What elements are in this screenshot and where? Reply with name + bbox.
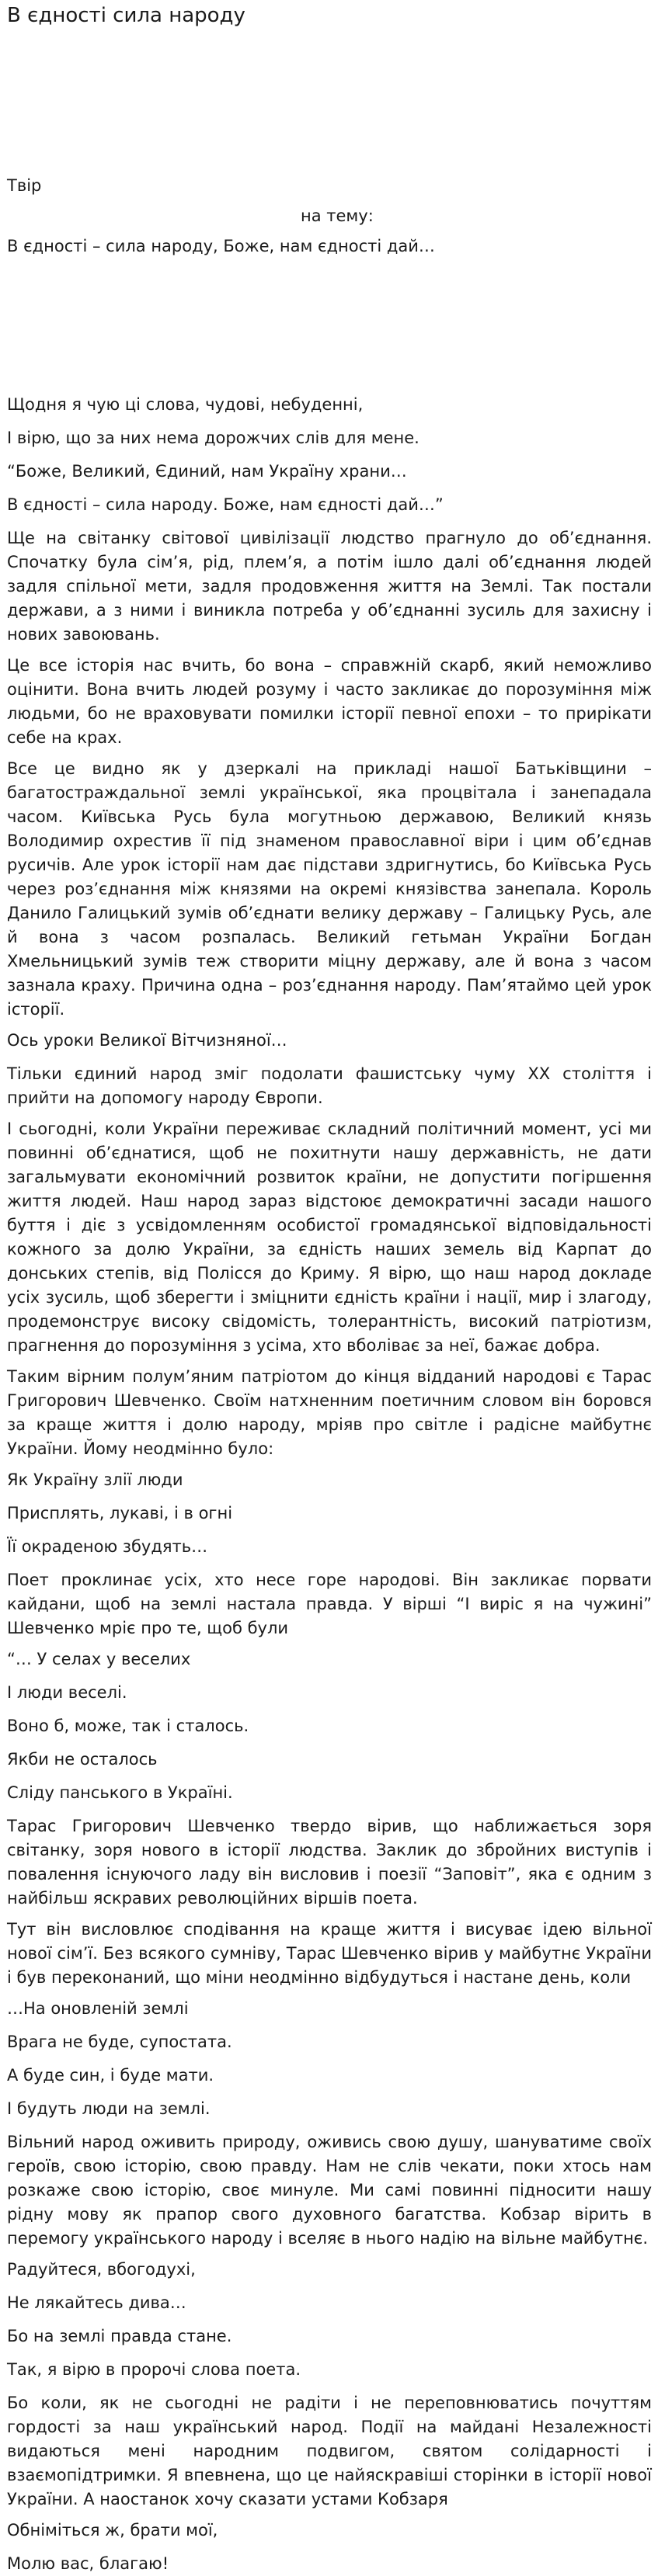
text-line: Сліду панського в Україні. bbox=[7, 1783, 233, 1802]
text-line: Якби не осталось bbox=[7, 1750, 158, 1769]
text-line: І вірю, що за них нема дорожчих слів для мене. bbox=[7, 429, 420, 447]
text-line: Молю вас, благаю! bbox=[7, 2554, 169, 2573]
text-line: Врага не буде, супостата. bbox=[7, 2033, 232, 2051]
middle-spacer bbox=[7, 259, 652, 393]
text-line: Не лякайтесь дива… bbox=[7, 2293, 186, 2312]
essay-paragraph: Все це видно як у дзеркалі на прикладі нашої Батьківщини – багатостраждальної землі української, яка процвітала і занепадала часом. Київська Русь була могутньою державою, Великий князь Володимир охрестив її під знаменом православної віри і цим об’єднав русичів. Але урок історії нам дає підстави здригнутись, бо Київська Русь через роз’єднання між князями на окремі князівства занепала. Король Данило Галицький зумів об’єднати велику державу – Галицьку Русь, але й вона з часом розпалась. Великий гетьман України Богдан Хмельницький зумів теж створити міцну державу, але й вона з часом зазнала краху. Причина одна – роз’єднання народу. Пам’ятаймо цей урок історії. bbox=[7, 759, 652, 1019]
essay-topic: В єдності – сила народу, Боже, нам єдності дай… bbox=[7, 237, 435, 255]
topic-label: на тему: bbox=[301, 207, 374, 225]
text-line: Так, я вірю в пророчі слова поета. bbox=[7, 2360, 301, 2379]
text-line: І люди веселі. bbox=[7, 1683, 127, 1702]
essay-paragraph: Вільний народ оживить природу, оживись свою душу, шануватиме своїх героїв, свою історію, свою правду. Нам не слів чекати, поки хтось нам розкаже свою історію, своє минуле. Ми самі повинні підносити нашу рідну мову як прапор свого духовного багатства. Кобзар вірить в перемогу українського народу і вселяє в нього надію на вільне майбутнє. bbox=[7, 2133, 652, 2248]
essay-paragraph: Тут він висловлює сподівання на краще життя і висуває ідею вільної нової сім’ї. Без всякого сумніву, Тарас Шевченко вірив у майбутнє України і був переконаний, що міни неодмінно відбудуться і настане день, коли bbox=[7, 1920, 652, 1987]
text-line: А буде син, і буде мати. bbox=[7, 2066, 214, 2085]
text-line: “… У селах у веселих bbox=[7, 1650, 191, 1668]
text-line: Ось уроки Великої Вітчизняної… bbox=[7, 1031, 287, 1050]
text-line: Воно б, може, так і сталось. bbox=[7, 1717, 249, 1735]
essay-paragraph: Тарас Григорович Шевченко твердо вірив, що наближається зоря світанку, зоря нового в історії людства. Заклик до збройних виступів і повалення існуючого ладу він висловив і поезії “Заповіт”, яка є одним з найбільш яскравих революційних віршів поета. bbox=[7, 1817, 652, 1908]
text-line: Бо на землі правда стане. bbox=[7, 2327, 232, 2345]
essay-paragraph: Поет проклинає усіх, хто несе горе народові. Він закликає порвати кайдани, щоб на землі настала правда. У вірші “І виріс я на чужині” Шевченко мріє про те, щоб були bbox=[7, 1571, 652, 1637]
text-line: …На оновленій землі bbox=[7, 1999, 189, 2018]
essay-paragraph: Таким вірним полум’яним патріотом до кінця відданий народові є Тарас Григорович Шевченко. Своїм натхненним поетичним словом він боровся за краще життя і долю народу, мріяв про світле і радісне майбутнє України. Йому неодмінно було: bbox=[7, 1367, 652, 1458]
essay-body bbox=[7, 393, 652, 2576]
essay-paragraph: Тільки єдиний народ зміг подолати фашистську чуму ХХ століття і прийти на допомогу народу Європи. bbox=[7, 1064, 652, 1107]
document-title: В єдності сила народу bbox=[7, 4, 245, 27]
text-line: “Боже, Великий, Єдиний, нам Україну храни… bbox=[7, 462, 407, 481]
essay-paragraph: Ще на світанку світової цивілізації людство прагнуло до об’єднання. Спочатку була сім’я, рід, плем’я, а потім ішло далі об’єднання людей задля спільної мети, задля продовження життя на Землі. Так постали держави, а з ними і виникла потреба у об’єднанні зусиль для захисну і нових завоювань. bbox=[7, 529, 652, 644]
text-line: Присплять, лукаві, і в огні bbox=[7, 1504, 233, 1522]
work-label: Твір bbox=[7, 176, 42, 195]
text-line: І будуть люди на землі. bbox=[7, 2099, 211, 2118]
document-page bbox=[0, 3, 658, 2576]
text-line: В єдності – сила народу. Боже, нам єдності дай…” bbox=[7, 495, 444, 514]
text-line: Як Україну злії люди bbox=[7, 1470, 183, 1489]
essay-paragraph: І сьогодні, коли України переживає складний політичний момент, усі ми повинні об’єднатися, щоб не похитнути нашу державність, не дати загальмувати економічний розвиток країни, не допустити погіршення життя людей. Наш народ зараз відстоює демократичні засади нашого буття і діє з усвідомленням особистої громадянської відповідальності кожного за долю України, за єдність наших земель від Карпат до донських степів, від Полісся до Криму. Я вірю, що наш народ докладе усіх зусиль, щоб зберегти і зміцнити єдність країни і нації, мир і злагоду, продемонструє високу свідомість, толерантність, високий патріотизм, прагнення до порозуміння з усіма, хто вболіває за неї, бажає добра. bbox=[7, 1120, 652, 1355]
top-spacer bbox=[7, 28, 652, 174]
text-line: Обніміться ж, брати мої, bbox=[7, 2521, 218, 2540]
text-line: Щодня я чую ці слова, чудові, небуденні, bbox=[7, 395, 364, 414]
essay-paragraph: Бо коли, як не сьогодні не радіти і не переповнюватись почуттям гордості за наш український народ. Події на майдані Незалежності видаються мені народним подвигом, святом солідарності і взаємопідтримки. Я впевнена, що це найяскравіші сторінки в історії нової України. А наостанок хочу сказати устами Кобзаря bbox=[7, 2394, 652, 2508]
text-line: Її окраденою збудять… bbox=[7, 1537, 208, 1556]
text-line: Радуйтеся, вбогодухі, bbox=[7, 2260, 196, 2279]
essay-paragraph: Це все історія нас вчить, бо вона – справжній скарб, який неможливо оцінити. Вона вчить людей розуму і часто закликає до порозуміння між людьми, бо не враховувати помилки історії певної епохи – то прирікати себе на крах. bbox=[7, 656, 652, 747]
